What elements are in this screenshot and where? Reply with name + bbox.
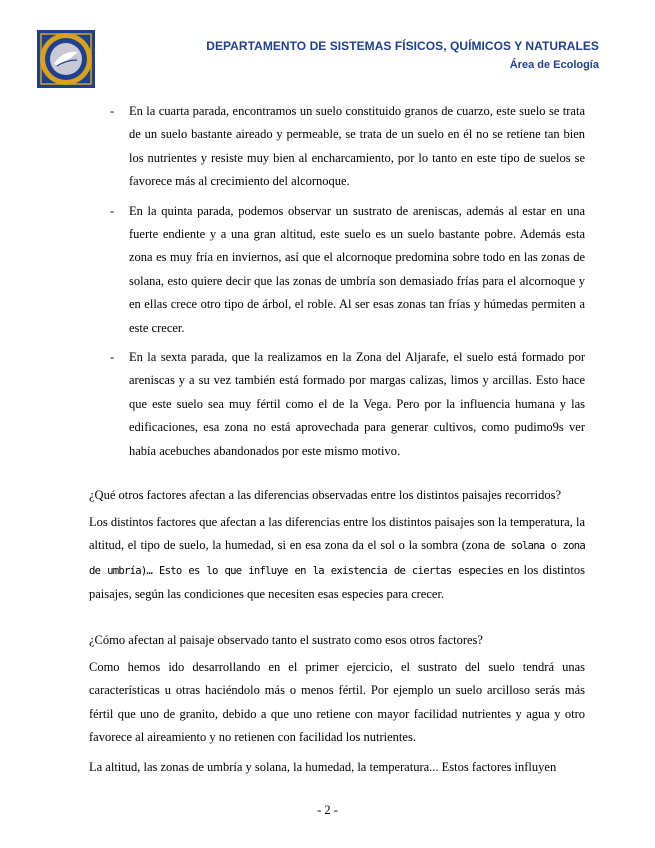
bullet-dash: - (110, 203, 115, 218)
question-1: ¿Qué otros factores afectan a las diferencias observadas entre los distintos paisajes recorridos? (89, 488, 562, 502)
list-item-text: En la cuarta parada, encontramos un suelo constituido granos de cuarzo, este suelo se trata de un suelo bastante aireado y permeable, se trata de un suelo en él no se retiene tan bien los nutrientes y resiste muy bien al encharcamiento, por lo tanto en este tipo de suelos se favorece más al crecimiento del alcornoque. (129, 104, 585, 189)
answer-1-part-1: Los distintos factores que afectan a las diferencias entre los distintos paisajes son la temperatura, la altitud, el tipo de suelo, la humedad, si en esa zona da el sol o la sombra (zona (89, 515, 585, 553)
list-item (89, 100, 585, 194)
answer-1-part-2: de solana o zona de umbría)… Esto es lo que influye en la existencia de ciertas especies (89, 540, 585, 577)
university-seal-logo (37, 30, 95, 88)
list-item (89, 346, 585, 463)
bullet-dash: - (110, 350, 115, 365)
answer-3: La altitud, las zonas de umbría y solana, la humedad, la temperatura... Estos factores influyen (89, 760, 557, 774)
area-subtitle: Área de Ecología (509, 59, 599, 71)
question-2: ¿Cómo afectan al paisaje observado tanto el sustrato como esos otros factores? (89, 633, 483, 647)
answer-2: Como hemos ido desarrollando en el primer ejercicio, el sustrato del suelo tendrá unas características u otras haciéndolo más o menos fértil. Por ejemplo un suelo arcilloso serás más fértil que uno de granito, debido a que uno retiene con mayor facilidad nutrientes y agua y otro favorece al aireamiento y no retienen con facilidad los nutrientes. (89, 660, 585, 745)
page-number: - 2 - (317, 803, 338, 817)
answer-1 (89, 511, 585, 607)
stops-list (89, 100, 585, 469)
list-item-text: En la sexta parada, que la realizamos en la Zona del Aljarafe, el suelo está formado por areniscas y a su vez también está formado por margas calizas, limos y arcillas. Esto hace que este suelo sea muy fértil como el de la Vega. Pero por la influencia humana y las edificaciones, esa zona no está aprovechada para generar cultivos, como pudimo9s ver había acebuches abandonados por este mismo motivo. (129, 350, 585, 458)
answer-1-part-3: en los distintos paisajes, según las condiciones que necesiten esas especies para crecer. (89, 562, 585, 602)
list-item-text: En la quinta parada, podemos observar un sustrato de areniscas, además al estar en una fuerte endiente y a una gran altitud, este suelo es un suelo bastante pobre. Además esta zona es muy fría en inviernos, así que el alcornoque predomina sobre todo en las zonas de solana, esto quiere decir que las zonas de umbría son demasiado frías para el alcornoque y en ellas crece otro tipo de árbol, el roble. Al ser esas zonas tan frías y húmedas permiten a este crecer. (129, 203, 585, 335)
bullet-dash: - (110, 104, 115, 118)
department-title: DEPARTAMENTO DE SISTEMAS FÍSICOS, QUÍMICOS Y NATURALES (206, 39, 599, 53)
list-item (89, 200, 585, 340)
